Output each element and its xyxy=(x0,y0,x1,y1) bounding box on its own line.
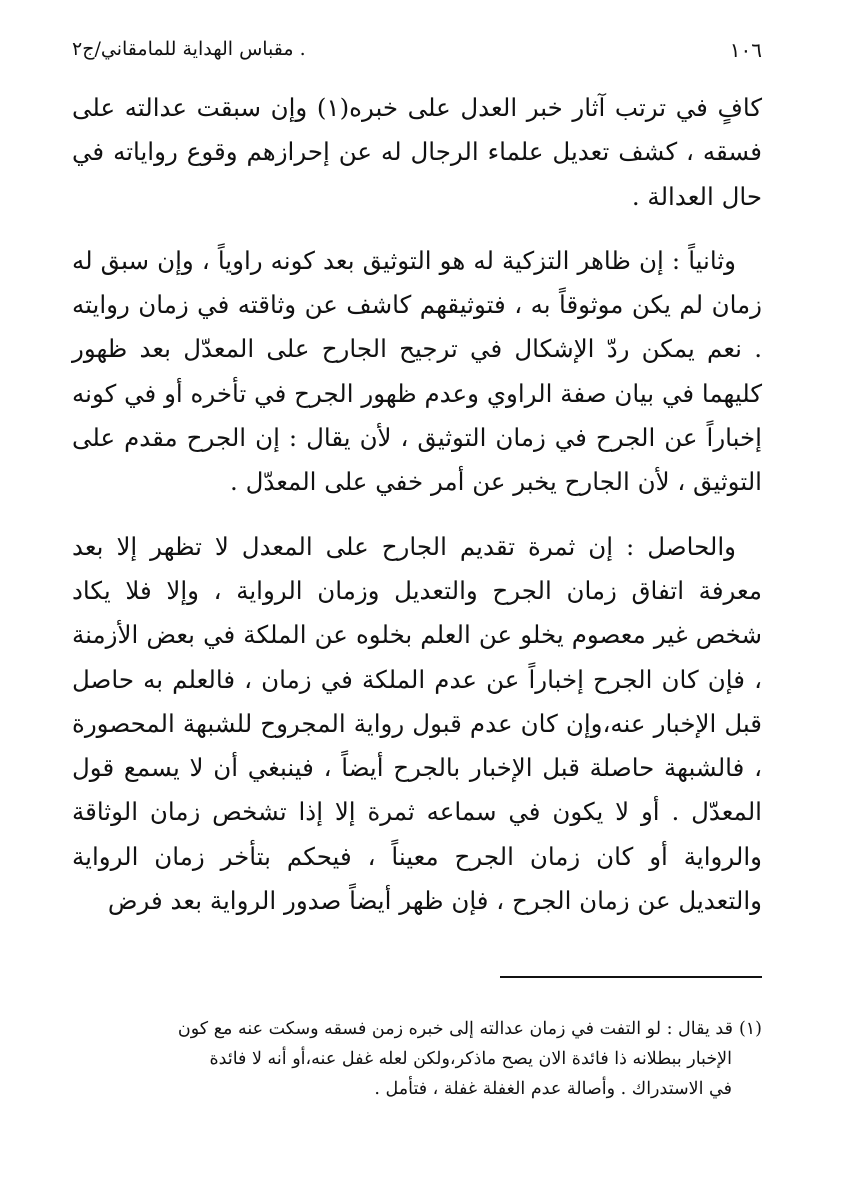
footnote-line-3: في الاستدراك . وأصالة عدم الغفلة غفلة ، فتأمل . xyxy=(374,1079,732,1099)
page-number: ١٠٦ xyxy=(729,38,762,62)
footnote-marker: (١) xyxy=(738,1019,762,1039)
footnote-separator xyxy=(500,976,762,978)
book-page xyxy=(72,30,762,1170)
book-title: . مقباس الهداية للمامقاني/ج٢ xyxy=(72,38,306,60)
footnote xyxy=(72,1014,762,1104)
footnote-line-2: الإخبار ببطلانه ذا فائدة الان يصح ماذكر،ولكن لعله غفل عنه،أو أنه لا فائدة xyxy=(209,1049,732,1069)
main-text xyxy=(72,86,762,943)
paragraph-3: والحاصل : إن ثمرة تقديم الجارح على المعدل لا تظهر إلا بعد معرفة اتفاق زمان الجرح والتعديل وزمان الرواية ، وإلا فلا يكاد شخص غير معصوم يخلو عن العلم بخلوه عن الملكة في بعض الأزمنة ، فإن كان الجرح إخباراً عن عدم الملكة في زمان ، فالعلم به حاصل قبل الإخبار عنه،وإن كان عدم قبول رواية المجروح للشبهة المحصورة ، فالشبهة حاصلة قبل الإخبار بالجرح أيضاً ، فينبغي أن لا يسمع قول المعدّل . أو لا يكون في سماعه ثمرة إلا إذا تشخص زمان الوثاقة والرواية أو كان زمان الجرح معيناً ، فيحكم بتأخر زمان الرواية والتعديل عن زمان الجرح ، فإن ظهر أيضاً صدور الرواية بعد فرض xyxy=(72,531,762,916)
footnote-line-1: قد يقال : لو التفت في زمان عدالته إلى خبره زمن فسقه وسكت عنه مع كون xyxy=(177,1019,733,1039)
paragraph-1: كافٍ في ترتب آثار خبر العدل على خبره(١) وإن سبقت عدالته على فسقه ، كشف تعديل علماء الرجال له عن إحرازهم وقوع رواياته في حال العدالة . xyxy=(72,93,762,211)
paragraph-2: وثانياً : إن ظاهر التزكية له هو التوثيق بعد كونه راوياً ، وإن سبق له زمان لم يكن موثوقاً به ، فتوثيقهم كاشف عن وثاقته في زمان روايته . نعم يمكن ردّ الإشكال في ترجيح الجارح على المعدّل بعد ظهور كليهما في بيان صفة الراوي وعدم ظهور الجرح في تأخره أو في كونه إخباراً عن الجرح في زمان التوثيق ، لأن يقال : إن الجرح مقدم على التوثيق ، لأن الجارح يخبر عن أمر خفي على المعدّل . xyxy=(72,245,762,497)
running-header xyxy=(72,38,762,74)
